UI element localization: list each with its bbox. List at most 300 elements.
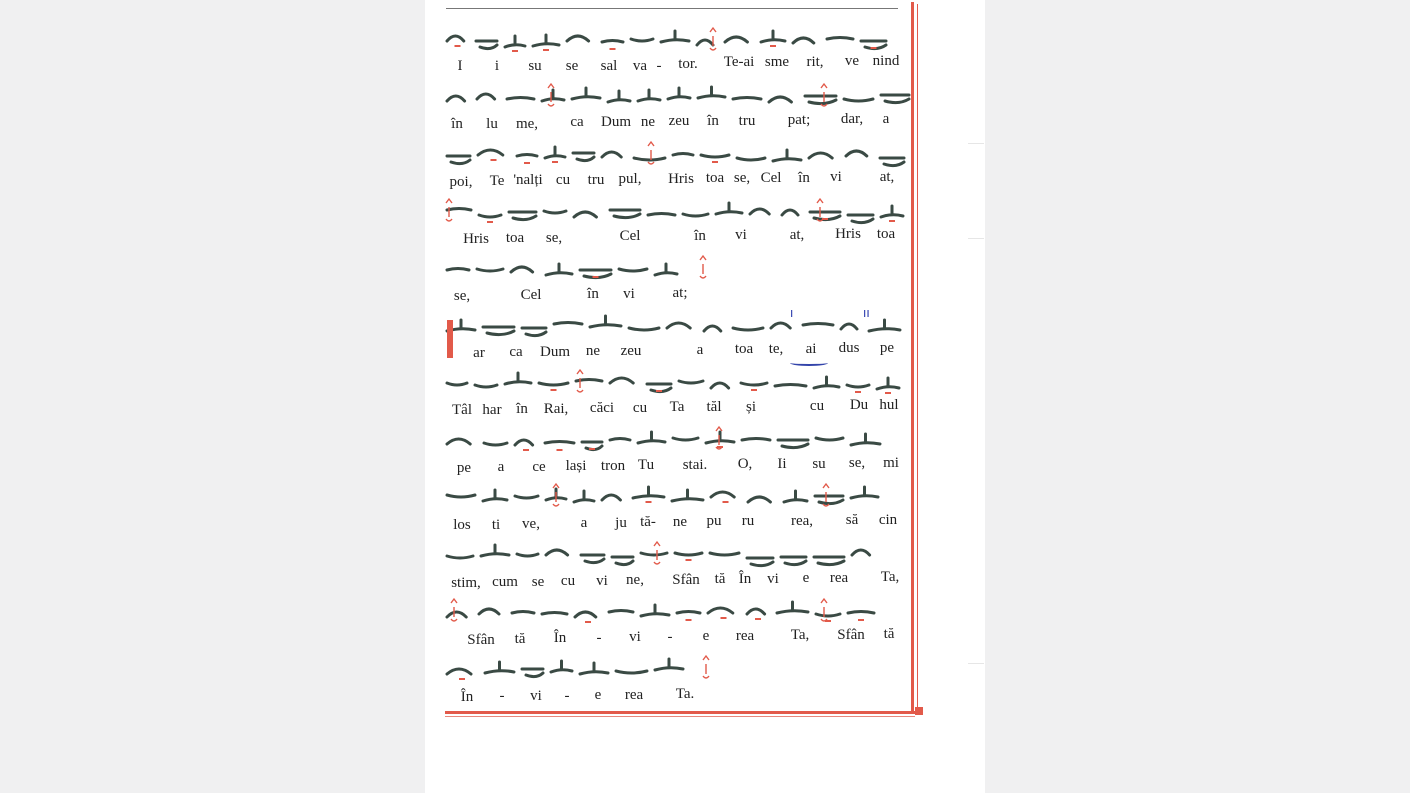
neume-stroke: [447, 156, 470, 164]
neume-stroke: [777, 602, 808, 613]
neume-stroke: [478, 150, 503, 155]
neume-stroke: [771, 323, 790, 328]
syllable: su: [812, 456, 826, 472]
neume-stroke: [631, 39, 653, 41]
neume-stroke: [447, 612, 466, 617]
neume-stroke: [483, 327, 514, 335]
red-ison-mark: [557, 449, 563, 451]
neume-stroke: [634, 158, 665, 160]
syllable: rit,: [806, 54, 824, 70]
red-ison-mark: [585, 621, 591, 623]
syllable: e: [802, 570, 810, 586]
neume-stroke: [852, 550, 870, 555]
syllable: a: [882, 111, 890, 127]
syllable: cin: [878, 512, 898, 528]
neume-stroke: [602, 41, 623, 43]
neume-stroke: [778, 440, 808, 448]
neume-stroke: [509, 212, 536, 220]
neume-stroke: [505, 373, 531, 384]
neume-stroke: [610, 210, 640, 218]
syllable: rea: [829, 570, 849, 586]
neume-stroke: [629, 328, 659, 330]
syllable: Hris: [835, 226, 861, 242]
neume-stroke: [567, 36, 589, 41]
syllable: Ta.: [675, 686, 695, 702]
neume-stroke: [544, 211, 566, 213]
syllable: cu: [560, 573, 576, 589]
neume-stroke: [737, 158, 765, 160]
neume-stroke: [775, 385, 806, 387]
syllable: nind: [872, 53, 900, 69]
red-ison-mark: [755, 618, 761, 620]
red-ison-mark: [593, 276, 599, 278]
neume-stroke: [447, 383, 467, 385]
neume-stroke: [725, 37, 747, 42]
red-ison-mark: [551, 389, 557, 391]
neume-stroke: [545, 442, 574, 444]
neume-stroke: [710, 553, 739, 555]
syllable: pat;: [787, 112, 811, 128]
neume-stroke: [554, 323, 582, 325]
syllable: pe: [879, 340, 895, 356]
syllable: los: [453, 517, 471, 533]
syllable: I: [457, 58, 463, 74]
neume-stroke: [673, 438, 698, 440]
neume-stroke: [633, 487, 664, 498]
neume-stroke: [683, 214, 708, 216]
red-ison-mark: [552, 161, 558, 163]
syllable: toa: [705, 170, 725, 186]
neume-stroke: [575, 612, 596, 617]
neume-stroke: [515, 496, 538, 498]
syllable: Dum: [601, 114, 631, 130]
neume-stroke: [880, 158, 904, 166]
syllable: tă: [883, 626, 895, 642]
neume-stroke: [546, 264, 572, 275]
neume-stroke: [533, 35, 559, 46]
syllable: Cel: [619, 228, 641, 244]
syllable: -: [656, 58, 662, 74]
syllable: se: [565, 58, 579, 74]
syllable: Rai,: [543, 401, 569, 417]
neume-stroke: [475, 385, 497, 387]
neume-stroke: [479, 215, 501, 217]
neume-stroke: [793, 38, 814, 43]
neume-stroke: [761, 31, 785, 42]
syllable: În: [553, 630, 567, 646]
syllable: at,: [879, 169, 895, 185]
neume-stroke: [610, 378, 633, 383]
neume-stroke: [574, 491, 594, 502]
syllable: te,: [768, 341, 784, 357]
neume-stroke: [505, 36, 525, 47]
handwritten-tick-mark: ı: [790, 306, 794, 320]
syllable: căci: [589, 400, 615, 416]
neume-stroke: [609, 611, 633, 613]
neume-stroke: [741, 383, 767, 385]
syllable: se: [531, 574, 545, 590]
syllable: cum: [492, 574, 518, 590]
neume-stroke: [750, 209, 769, 214]
neume-stroke: [574, 212, 596, 217]
neume-stroke: [602, 152, 621, 157]
syllable: Du: [849, 397, 869, 413]
syllable: se,: [453, 288, 471, 304]
red-ison-mark: [646, 501, 652, 503]
syllable: tăl: [706, 399, 722, 415]
syllable: -: [564, 688, 570, 704]
syllable: Sfân: [467, 632, 495, 648]
red-ison-mark: [723, 501, 729, 503]
neume-stroke: [545, 147, 565, 158]
neume-stroke: [610, 439, 630, 441]
syllable: tă-: [640, 514, 656, 530]
syllable: și: [745, 399, 757, 415]
syllable: a: [497, 459, 505, 475]
syllable: poi,: [449, 174, 473, 190]
red-ison-mark: [589, 448, 595, 450]
syllable: cu: [809, 398, 825, 414]
neume-stroke: [733, 328, 763, 330]
neume-stroke: [815, 496, 843, 504]
syllable: în: [451, 116, 463, 132]
syllable: e: [594, 687, 602, 703]
red-ison-mark: [770, 45, 776, 47]
syllable: a: [580, 515, 588, 531]
neume-stroke: [773, 150, 801, 161]
syllable: ve,: [522, 516, 540, 532]
neume-stroke: [655, 264, 677, 275]
neume-stroke: [447, 269, 469, 271]
neume-stroke: [847, 385, 869, 387]
red-ison-mark: [712, 161, 718, 163]
syllable: ru: [741, 513, 755, 529]
syllable: Sfân: [672, 572, 700, 588]
martyria-sign: [700, 256, 706, 278]
neume-stroke: [851, 487, 878, 498]
syllable: tă: [714, 571, 726, 587]
neume-stroke: [507, 98, 534, 100]
red-ison-mark: [524, 162, 530, 164]
syllable: rea,: [790, 513, 814, 529]
red-ison-mark: [487, 221, 493, 223]
neume-stroke: [612, 557, 633, 565]
syllable: Cel: [760, 170, 782, 186]
neume-stroke: [869, 320, 900, 331]
syllable: Tâl: [452, 402, 472, 418]
syllable: zeu: [668, 113, 690, 129]
red-ison-mark: [491, 159, 497, 161]
syllable: se,: [848, 455, 866, 471]
neume-stroke: [809, 153, 832, 158]
neume-stroke: [877, 378, 899, 389]
red-ison-mark: [523, 449, 529, 451]
syllable: Ii: [777, 456, 787, 472]
red-initial-mark: [447, 320, 453, 358]
neume-stroke: [484, 443, 507, 445]
neume-stroke: [716, 203, 742, 214]
syllable: dar,: [840, 111, 864, 127]
neume-stroke: [816, 438, 843, 440]
syllable: 'nalți: [513, 172, 543, 188]
neume-stroke: [816, 614, 840, 616]
syllable: vi: [830, 169, 842, 185]
syllable: să: [845, 512, 859, 528]
red-ison-mark: [610, 48, 616, 50]
neume-stroke: [542, 90, 564, 101]
syllable: ca: [509, 344, 523, 360]
martyria-sign: [451, 599, 457, 621]
neume-stroke: [477, 269, 503, 271]
syllable: Hris: [463, 231, 489, 247]
neume-stroke: [483, 490, 507, 501]
neume-stroke: [881, 206, 903, 217]
syllable: ne: [672, 514, 688, 530]
syllable: -: [499, 688, 505, 704]
neume-stroke: [782, 210, 798, 215]
neume-stroke: [677, 612, 700, 614]
syllable: va: [632, 58, 648, 74]
syllable: mi: [883, 455, 899, 471]
neume-stroke: [784, 491, 807, 502]
syllable: pe: [456, 460, 472, 476]
neume-stroke: [769, 97, 791, 102]
neume-stroke: [581, 555, 604, 563]
neume-stroke: [827, 38, 853, 40]
neume-stroke: [481, 545, 509, 556]
martyria-sign: [654, 542, 660, 564]
syllable: at;: [672, 285, 688, 301]
syllable: toa: [505, 230, 525, 246]
syllable: tron: [600, 458, 626, 474]
neume-stroke: [697, 40, 713, 45]
syllable: cu: [632, 400, 648, 416]
red-ison-mark: [459, 678, 465, 680]
syllable: Sfân: [837, 627, 865, 643]
syllable: sal: [600, 58, 618, 74]
syllable: tru: [738, 113, 756, 129]
syllable: ne: [585, 343, 601, 359]
syllable: me,: [515, 116, 539, 132]
syllable: În: [460, 689, 474, 705]
syllable: în: [587, 286, 599, 302]
syllable: ca: [570, 114, 584, 130]
syllable: în: [694, 228, 706, 244]
neume-stroke: [748, 497, 770, 502]
neume-stroke: [479, 609, 499, 614]
neume-stroke: [608, 91, 630, 102]
syllable: stim,: [451, 575, 481, 591]
neume-stroke: [517, 155, 537, 157]
syllable: tru: [587, 172, 605, 188]
syllable: cu: [555, 172, 571, 188]
neume-stroke: [447, 96, 465, 101]
neume-stroke: [851, 434, 880, 445]
syllable: a: [696, 342, 704, 358]
neume-stroke: [476, 41, 497, 49]
neume-stroke: [805, 96, 836, 104]
neume-stroke: [572, 88, 600, 99]
neume-stroke: [733, 98, 761, 100]
syllable: Tu: [637, 457, 655, 473]
neume-stroke: [668, 88, 690, 99]
syllable: pu: [706, 513, 722, 529]
syllable: Te: [489, 173, 505, 189]
syllable: ti: [491, 517, 501, 533]
neume-stroke: [638, 90, 660, 101]
neume-stroke: [711, 492, 734, 497]
red-ison-mark: [686, 619, 692, 621]
neume-stroke: [447, 669, 471, 674]
neume-stroke: [844, 99, 873, 101]
syllable: Dum: [540, 344, 570, 360]
neume-stroke: [747, 558, 773, 566]
syllable: -: [667, 629, 673, 645]
neume-stroke: [539, 383, 568, 385]
syllable: se,: [545, 230, 563, 246]
syllable: ce: [532, 459, 546, 475]
neume-stroke: [803, 324, 833, 326]
red-ison-mark: [721, 617, 727, 619]
syllable: vi: [735, 227, 747, 243]
syllable: În: [738, 571, 752, 587]
red-ison-mark: [686, 559, 692, 561]
neume-stroke: [742, 439, 770, 441]
syllable: rea: [624, 687, 644, 703]
neume-stroke: [814, 377, 839, 388]
syllable: O,: [737, 456, 753, 472]
syllable: dus: [838, 340, 860, 356]
syllable: toa: [876, 226, 896, 242]
syllable: -: [596, 630, 602, 646]
red-ison-mark: [455, 45, 461, 47]
neume-stroke: [590, 316, 621, 327]
neume-stroke: [447, 209, 471, 211]
neume-stroke: [708, 608, 733, 613]
syllable: har: [482, 402, 502, 418]
syllable: zeu: [620, 343, 642, 359]
syllable: tă: [514, 631, 526, 647]
neume-stroke: [781, 557, 806, 565]
martyria-sign: [703, 656, 709, 678]
neume-stroke: [551, 661, 572, 672]
neume-stroke: [641, 553, 667, 555]
handwritten-underline: [790, 360, 828, 366]
syllable: ar: [473, 345, 485, 361]
syllable: ne,: [626, 572, 644, 588]
neume-stroke: [602, 495, 620, 500]
syllable: su: [528, 58, 542, 74]
neume-stroke: [477, 94, 495, 99]
neume-stroke: [447, 439, 470, 444]
syllable: Te-ai: [723, 54, 755, 70]
neume-stroke: [511, 267, 533, 272]
neume-stroke: [447, 556, 473, 558]
martyria-sign: [821, 599, 827, 621]
syllable: în: [707, 113, 719, 129]
neume-stroke: [672, 490, 703, 501]
syllable: rea: [735, 628, 755, 644]
neume-stroke: [679, 381, 703, 383]
neume-stroke: [542, 613, 567, 615]
syllable: în: [798, 170, 810, 186]
red-ison-mark: [751, 389, 757, 391]
neume-stroke: [447, 495, 475, 497]
syllable: vi: [596, 573, 608, 589]
neume-stroke: [573, 153, 594, 161]
syllable: tor.: [678, 56, 698, 72]
syllable: se,: [733, 170, 751, 186]
neume-stroke: [846, 151, 867, 156]
syllable: pul,: [618, 171, 642, 187]
red-ison-mark: [855, 391, 861, 393]
neume-stroke: [648, 214, 675, 216]
neume-stroke: [616, 671, 647, 673]
neume-stroke: [704, 326, 721, 331]
red-ison-mark: [858, 619, 864, 621]
syllable: ve: [844, 53, 860, 69]
syllable: vi: [530, 688, 542, 704]
neume-stroke: [512, 612, 534, 614]
neume-stroke: [675, 553, 702, 555]
syllable: lu: [486, 116, 498, 132]
syllable: vi: [767, 571, 779, 587]
syllable: hul: [879, 397, 899, 413]
syllable: ju: [615, 515, 627, 531]
neume-stroke: [515, 440, 533, 445]
red-ison-mark: [885, 392, 891, 394]
syllable: e: [702, 628, 710, 644]
neume-stroke: [673, 154, 693, 156]
neume-stroke: [711, 383, 729, 388]
neume-stroke: [641, 605, 669, 616]
neume-stroke: [546, 550, 568, 555]
neume-stroke: [701, 155, 729, 157]
syllable: toa: [734, 341, 754, 357]
neume-stroke: [747, 609, 765, 614]
neume-stroke: [698, 87, 725, 98]
neume-stroke: [881, 95, 909, 103]
syllable: Ta,: [790, 627, 810, 643]
syllable: stai.: [682, 457, 708, 473]
red-ison-mark: [543, 49, 549, 51]
neume-stroke: [447, 36, 464, 41]
neume-stroke: [814, 557, 844, 565]
red-ison-mark: [871, 47, 877, 49]
martyria-sign: [553, 484, 559, 506]
red-ison-mark: [512, 50, 518, 52]
neume-stroke: [848, 612, 874, 614]
neume-stroke: [661, 31, 689, 42]
syllable: vi: [629, 629, 641, 645]
syllable: în: [516, 401, 528, 417]
neume-stroke: [841, 324, 857, 329]
neume-stroke: [517, 554, 538, 556]
neume-stroke: [667, 323, 690, 328]
neume-stroke: [848, 215, 873, 223]
neume-stroke: [619, 269, 647, 271]
neume-stroke: [522, 669, 543, 677]
neume-stroke: [638, 432, 665, 443]
syllable: lași: [565, 458, 587, 474]
neume-stroke: [580, 663, 608, 674]
syllable: Ta,: [880, 569, 900, 585]
syllable: Hris: [668, 171, 694, 187]
syllable: at,: [789, 227, 805, 243]
neume-stroke: [522, 328, 546, 336]
handwritten-tick-mark: ıı: [863, 306, 870, 320]
neume-stroke: [706, 432, 734, 443]
